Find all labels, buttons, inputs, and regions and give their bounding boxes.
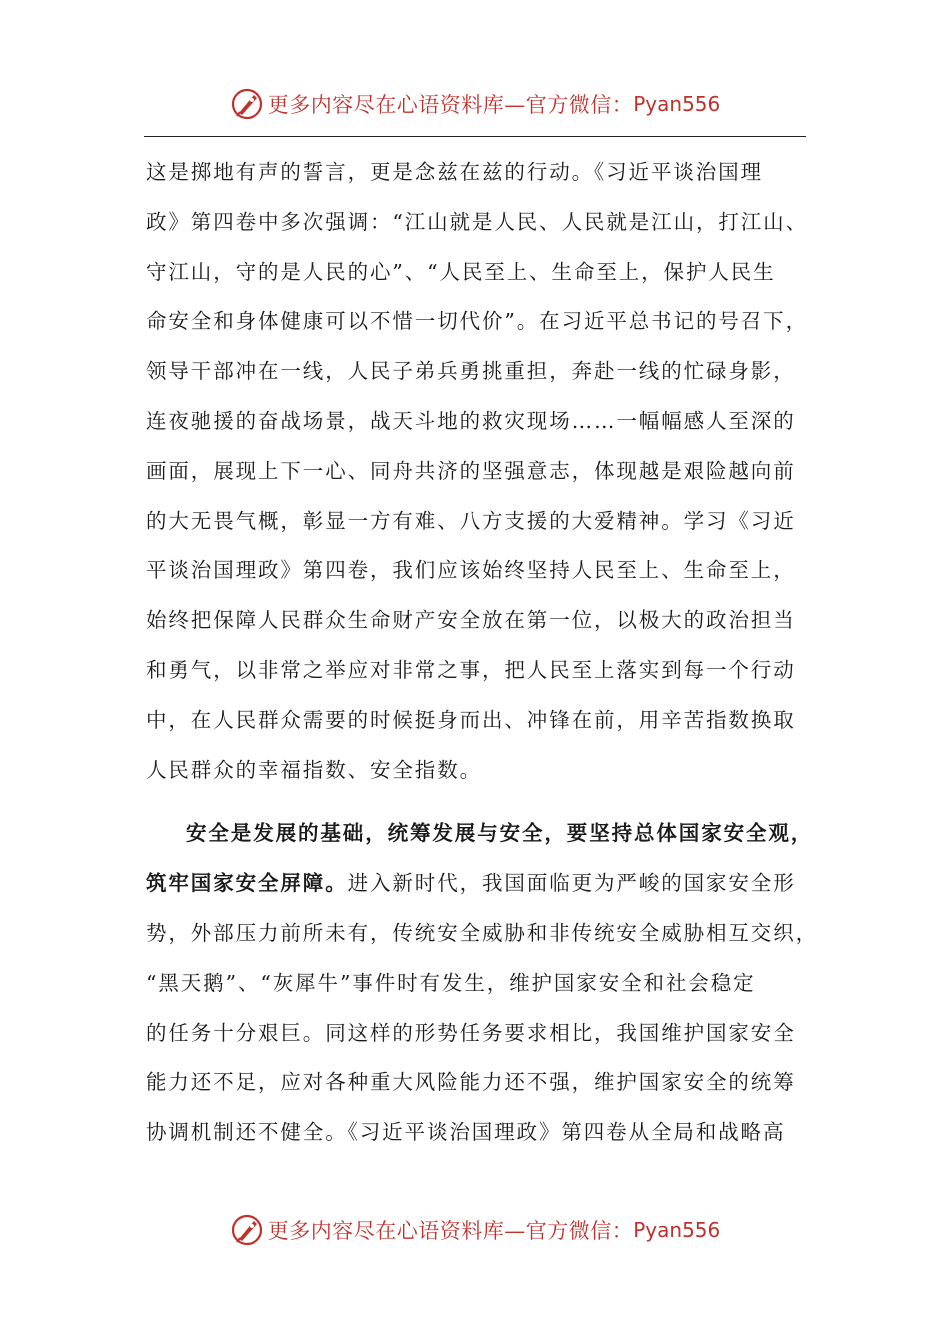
text-line: 领导干部冲在一线，人民子弟兵勇挑重担，奔赴一线的忙碌身影，: [146, 359, 796, 384]
text-line: 中，在人民群众需要的时候挺身而出、冲锋在前，用辛苦指数换取: [146, 707, 796, 732]
text-line: 能力还不足，应对各种重大风险能力还不强，维护国家安全的统筹: [146, 1070, 796, 1095]
header-banner-contact: Pyan556: [633, 92, 721, 116]
text-line: 守江山，守的是人民的心”、“人民至上、生命至上，保护人民生: [146, 259, 776, 284]
bold-heading-tail: 筑牢国家安全屏障。: [146, 871, 348, 896]
header-divider: [144, 136, 806, 137]
header-banner: [0, 84, 950, 124]
text-line: 连夜驰援的奋战场景，战天斗地的救灾现场……一幅幅感人至深的: [146, 408, 796, 433]
text-line: 这是掷地有声的誓言，更是念兹在兹的行动。《习近平谈治国理: [146, 160, 763, 184]
text-line: 人民群众的幸福指数、安全指数。: [146, 757, 482, 782]
text-line: 的大无畏气概，彰显一方有难、八方支援的大爱精神。学习《习近: [146, 508, 796, 533]
document-body: [146, 148, 818, 1158]
quill-logo-icon: [230, 1213, 264, 1247]
footer-banner-text: 更多内容尽在心语资料库—官方微信：: [267, 1219, 634, 1243]
text-line: 和勇气，以非常之举应对非常之事，把人民至上落实到每一个行动: [146, 657, 796, 682]
quill-logo-icon: [230, 87, 264, 121]
text-line: 的任务十分艰巨。同这样的形势任务要求相比，我国维护国家安全: [146, 1020, 796, 1045]
text-line: 政》第四卷中多次强调：“江山就是人民、人民就是江山，打江山、: [146, 209, 808, 234]
paragraph-spacer: [146, 795, 810, 809]
footer-banner-contact: Pyan556: [633, 1218, 721, 1242]
text-line: 平谈治国理政》第四卷，我们应该始终坚持人民至上、生命至上，: [146, 558, 796, 583]
text-line: 始终把保障人民群众生命财产安全放在第一位，以极大的政治担当: [146, 608, 796, 633]
text-line: 协调机制还不健全。《习近平谈治国理政》第四卷从全局和战略高: [146, 1120, 786, 1145]
footer-banner: [0, 1210, 950, 1250]
paragraph-1: [146, 148, 810, 795]
text-line: 命安全和身体健康可以不惜一切代价”。在习近平总书记的号召下，: [146, 309, 808, 334]
bold-heading-line: 安全是发展的基础，统筹发展与安全，要坚持总体国家安全观，: [186, 821, 814, 846]
text-line: 画面，展现上下一心、同舟共济的坚强意志，体现越是艰险越向前: [146, 458, 796, 483]
text-line: [146, 859, 810, 909]
text-run: 进入新时代，我国面临更为严峻的国家安全形: [347, 871, 796, 896]
paragraph-2: [146, 809, 818, 1158]
text-line: “黑天鹅”、“灰犀牛”事件时有发生，维护国家安全和社会稳定: [146, 970, 756, 995]
header-banner-text: 更多内容尽在心语资料库—官方微信：: [267, 93, 634, 117]
text-line: 势，外部压力前所未有，传统安全威胁和非传统安全威胁相互交织，: [146, 920, 818, 945]
